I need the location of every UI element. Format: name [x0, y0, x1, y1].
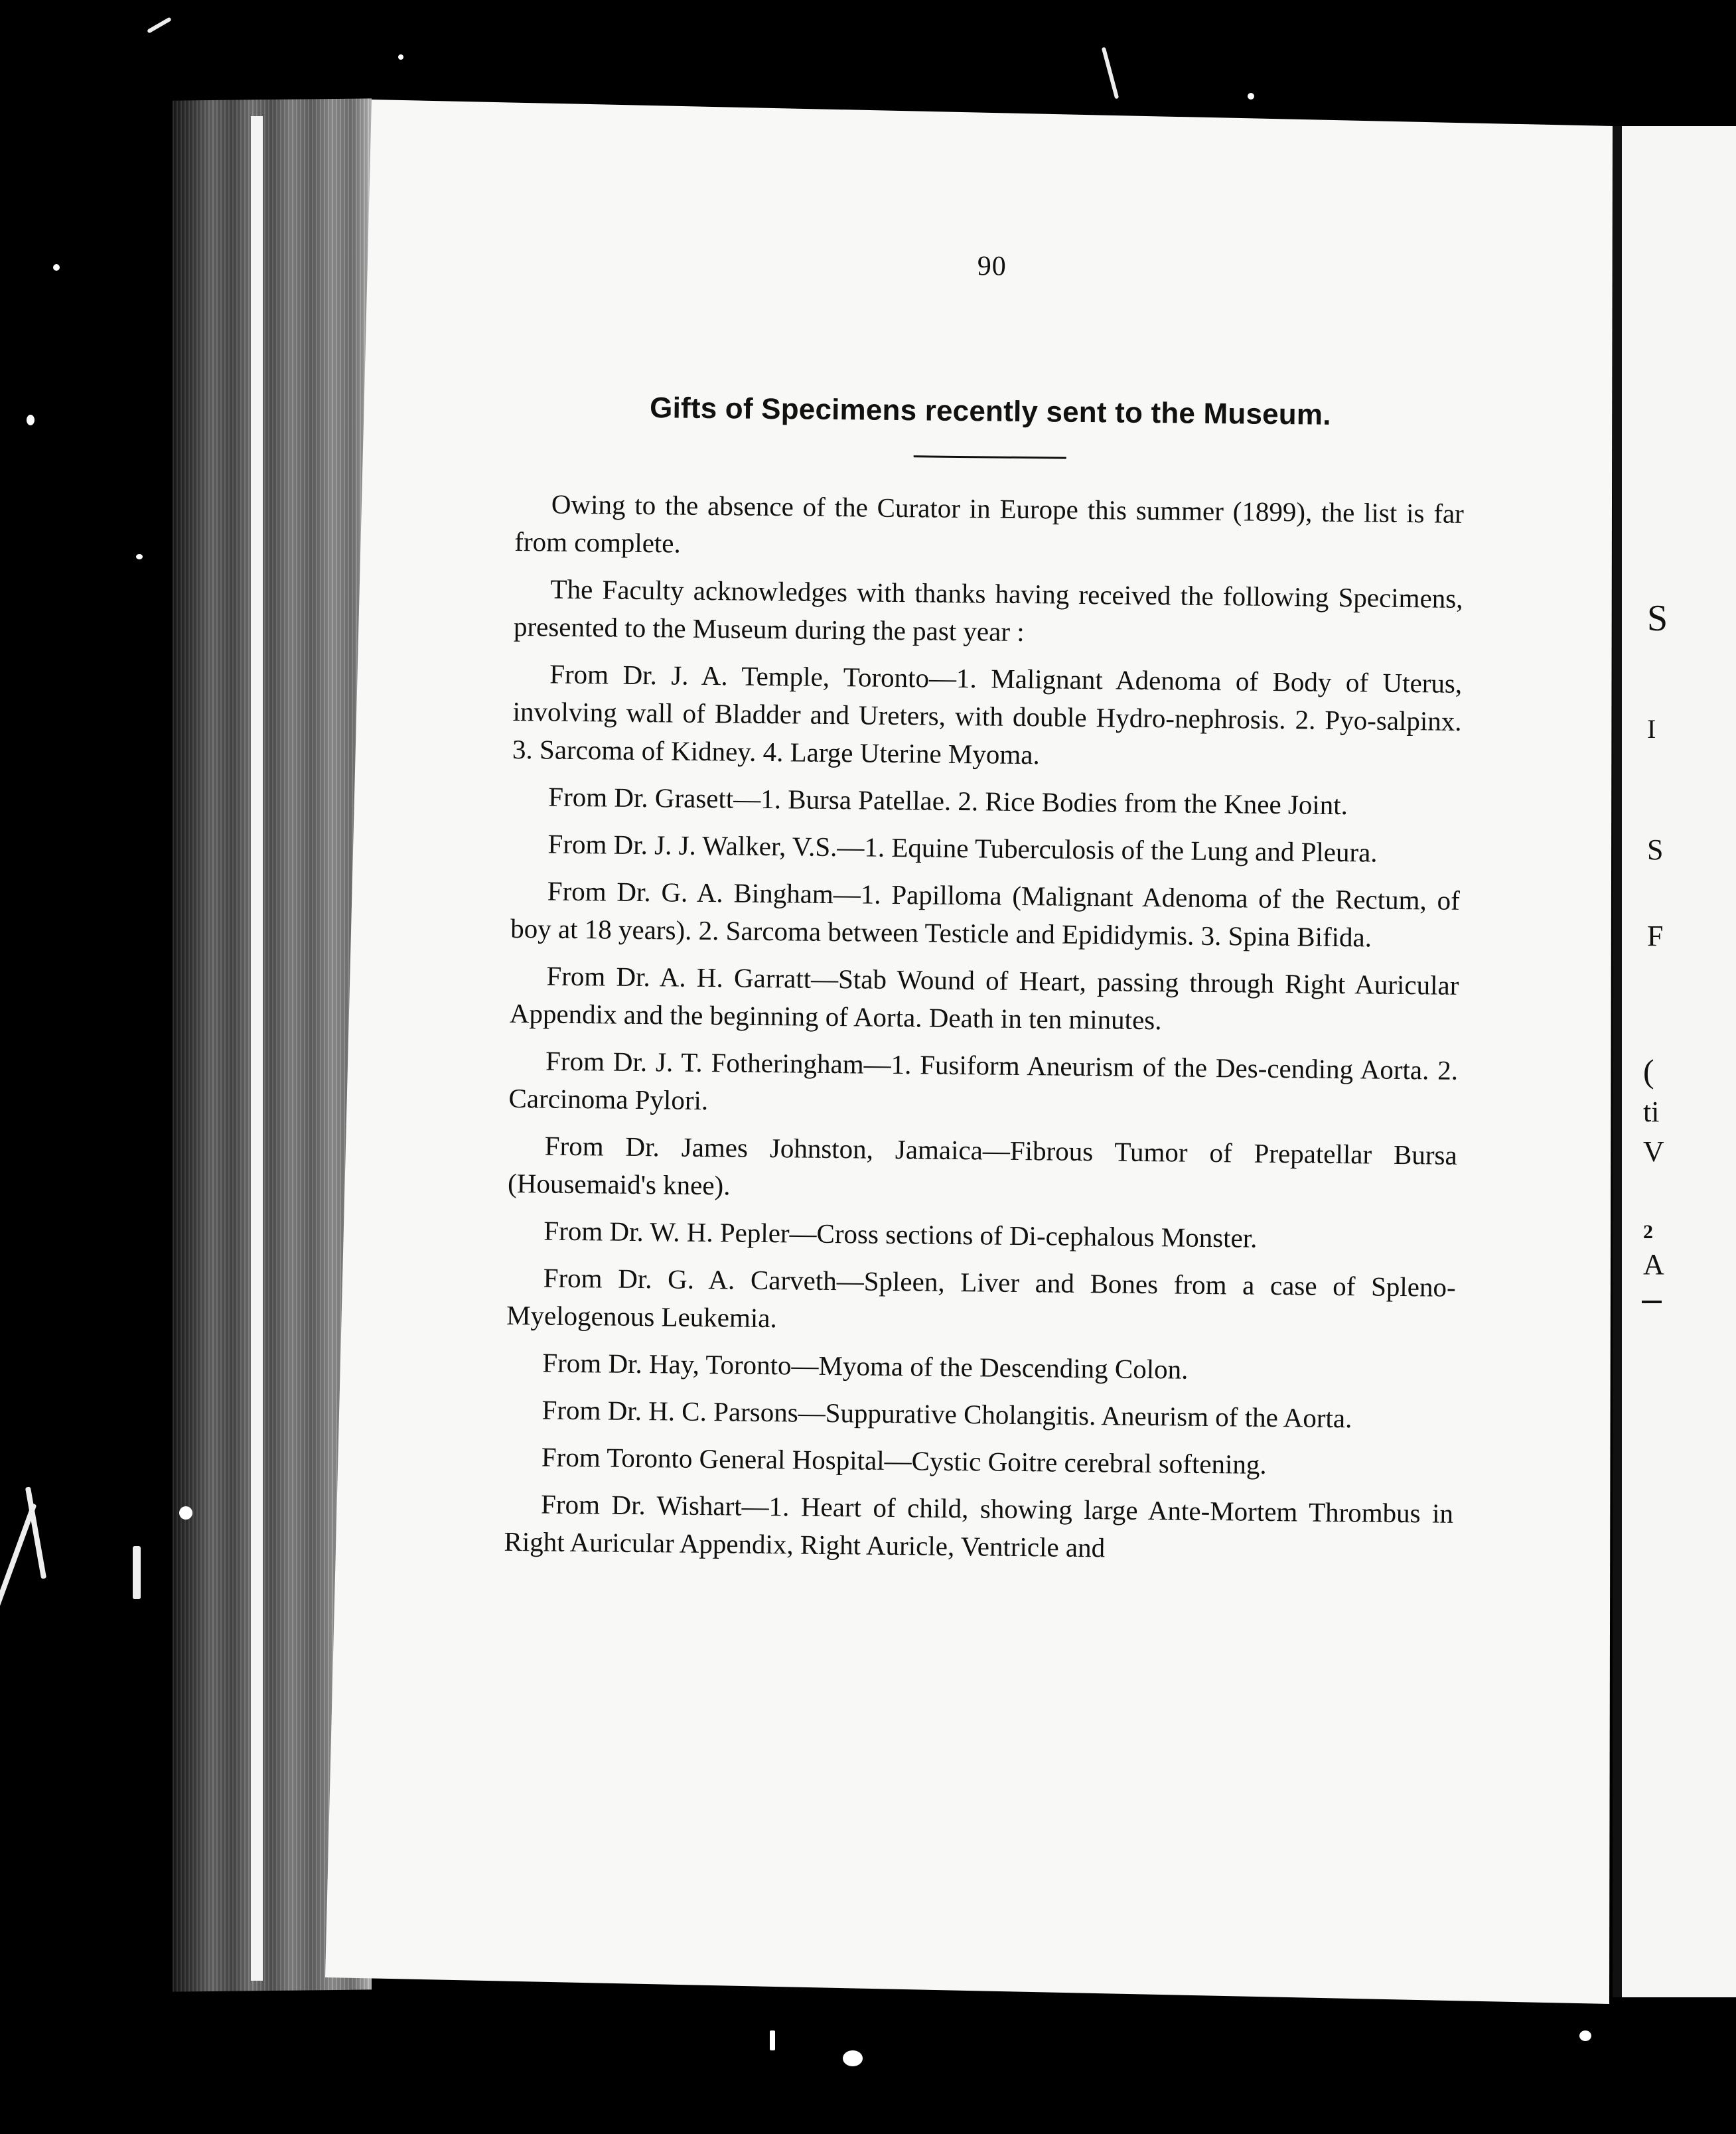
page-title: Gifts of Specimens recently sent to the Museum.: [649, 391, 1331, 431]
donation-entry: From Dr. Grasett—1. Bursa Patellae. 2. Rice Bodies from the Knee Joint.: [548, 781, 1348, 821]
facing-page-edge: [1613, 126, 1736, 1997]
scan-scratch: [133, 1546, 141, 1599]
intro-paragraph: Owing to the absence of the Curator in Europe this summer (1899), the list is far from complete.: [514, 488, 1465, 559]
donation-entry: From Toronto General Hospital—Cystic Goitre cerebral softening.: [541, 1441, 1267, 1480]
scan-speck: [1579, 2030, 1591, 2041]
scan-scratch: [25, 1486, 46, 1579]
donation-entry: From Dr. J. A. Temple, Toronto—1. Malignant Adenoma of Body of Uterus, involving wall of Bladder and Ureters, with double Hydro-nephrosis. 2. Pyo-salpinx. 3. Sarcoma of Kidney. 4. Large Uterine Myoma.: [512, 658, 1463, 770]
facing-page-fragment: (: [1643, 1052, 1654, 1090]
facing-page-rule: [1642, 1301, 1662, 1303]
scan-speck: [1248, 93, 1254, 100]
donation-entry: From Dr. Wishart—1. Heart of child, showing large Ante-Mortem Thrombus in Right Auricular Appendix, Right Auricle, Ventricle and: [504, 1488, 1454, 1563]
scan-speck: [843, 2050, 863, 2066]
donation-entry: From Dr. J. T. Fotheringham—1. Fusiform Aneurism of the Des-cending Aorta. 2. Carcinoma Pylori.: [508, 1045, 1459, 1116]
scan-speck: [27, 415, 35, 425]
scan-speck: [770, 2030, 775, 2050]
scan-speck: [136, 554, 143, 559]
donation-entry: From Dr. Hay, Toronto—Myoma of the Descending Colon.: [542, 1347, 1189, 1385]
title-rule: [914, 455, 1066, 459]
facing-page-fragment: S: [1647, 833, 1664, 866]
facing-page-fragment: A: [1643, 1248, 1664, 1281]
facing-page-fragment: ti: [1643, 1096, 1660, 1128]
facing-page-fragment: I: [1647, 714, 1656, 744]
facing-page-fragment: S: [1647, 598, 1668, 639]
page-edge-highlight: [251, 116, 263, 1981]
donation-entry: From Dr. J. J. Walker, V.S.—1. Equine Tuberculosis of the Lung and Pleura.: [547, 828, 1378, 868]
scan-speck: [179, 1506, 192, 1520]
donation-entry: From Dr. A. H. Garratt—Stab Wound of Heart, passing through Right Auricular Appendix and the beginning of Aorta. Death in ten minutes.: [509, 960, 1459, 1036]
scan-scratch: [1102, 47, 1120, 100]
page-text-column: [504, 246, 1467, 1580]
donation-entry: From Dr. H. C. Parsons—Suppurative Cholangitis. Aneurism of the Aorta.: [542, 1394, 1352, 1434]
facing-page-fragment: V: [1643, 1135, 1664, 1168]
scan-speck: [398, 54, 403, 60]
donation-entry: From Dr. G. A. Bingham—1. Papilloma (Malignant Adenoma of the Rectum, of boy at 18 years). 2. Sarcoma between Testicle and Epididymis. 3. Spina Bifida.: [510, 875, 1460, 953]
facing-page-fragment: 2: [1643, 1221, 1653, 1243]
donation-entry: From Dr. James Johnston, Jamaica—Fibrous Tumor of Prepatellar Bursa (Housemaid's knee).: [507, 1130, 1457, 1201]
acknowledgement-paragraph: The Faculty acknowledges with thanks having received the following Specimens, presented to the Museum during the past year :: [513, 573, 1463, 648]
scan-speck: [53, 264, 60, 271]
donation-entry: From Dr. G. A. Carveth—Spleen, Liver and Bones from a case of Spleno-Myelogenous Leukemia.: [506, 1262, 1456, 1334]
facing-page-fragment: F: [1647, 920, 1664, 952]
scan-scratch: [147, 17, 172, 33]
donation-entry: From Dr. W. H. Pepler—Cross sections of Di-cephalous Monster.: [543, 1215, 1258, 1253]
page-number: 90: [977, 251, 1007, 282]
